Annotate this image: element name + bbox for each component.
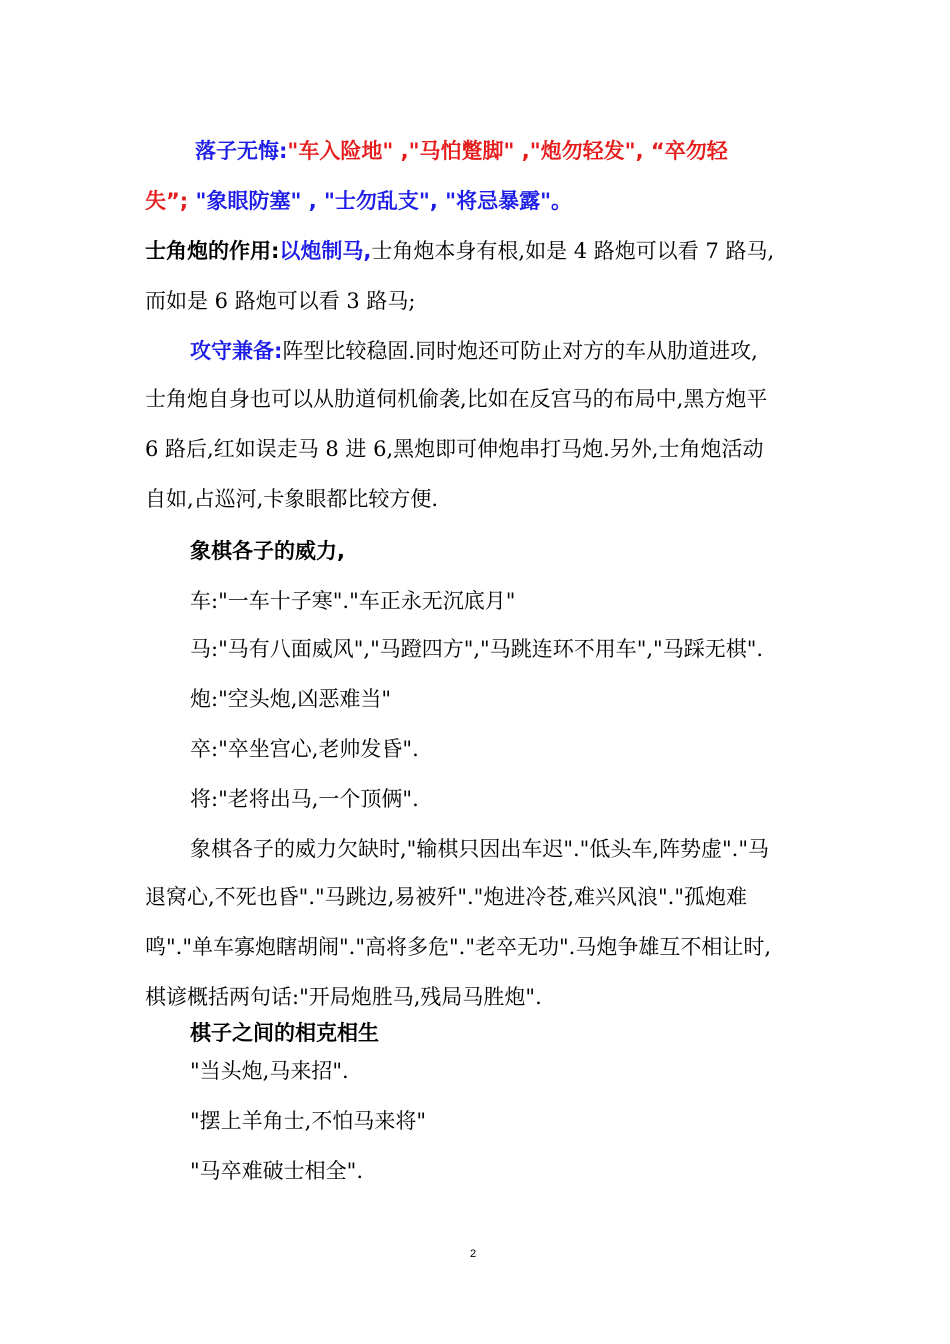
para1-line2-text: "象眼防塞" , "士勿乱支", "将忌暴露"。: [188, 189, 573, 213]
para3-line2: 士角炮自身也可以从肋道伺机偷袭,比如在反宫马的布局中,黑方炮平: [145, 387, 768, 411]
section1-heading: 象棋各子的威力,: [190, 539, 345, 563]
para2-line1: [145, 238, 774, 264]
section2-heading: 棋子之间的相克相生: [190, 1021, 379, 1045]
para3-label: 攻守兼备:: [190, 339, 283, 363]
para1-line1: [195, 138, 728, 164]
section1-weak-line4: 棋谚概括两句话:"开局炮胜马,残局马胜炮".: [145, 985, 542, 1009]
para3-line1: [190, 338, 758, 364]
section1-weak-line2: 退窝心,不死也昏"."马跳边,易被歼"."炮进冷苍,难兴风浪"."孤炮难: [145, 885, 748, 909]
section2-item-3: "马卒难破士相全".: [190, 1159, 363, 1183]
section1-item-zu: 卒:"卒坐宫心,老帅发昏".: [190, 737, 419, 761]
section2-item-1: "当头炮,马来招".: [190, 1059, 349, 1083]
para1-line1-tail: “卒勿轻: [650, 139, 728, 163]
section1-item-ma: 马:"马有八面威风","马蹬四方","马跳连环不用车","马踩无棋".: [190, 637, 764, 661]
para2-line1-text: 士角炮本身有根,如是 4 路炮可以看 7 路马,: [371, 239, 775, 263]
para2-line2: 而如是 6 路炮可以看 3 路马;: [145, 289, 416, 313]
para3-line1-text: 阵型比较稳固.同时炮还可防止对方的车从肋道进攻,: [282, 339, 758, 363]
para2-label: 士角炮的作用:: [145, 239, 280, 263]
section1-item-pao: 炮:"空头炮,凶恶难当": [190, 687, 392, 711]
section2-item-2: "摆上羊角士,不怕马来将": [190, 1109, 426, 1133]
section1-weak-line3: 鸣"."单车寡炮瞎胡闹"."高将多危"."老卒无功".马炮争雄互不相让时,: [145, 935, 771, 959]
para1-label: 落子无悔:: [195, 139, 288, 163]
para1-line2-head: 失”;: [145, 189, 189, 213]
para2-keyword: 以炮制马,: [279, 239, 372, 263]
section1-weak-line1: 象棋各子的威力欠缺时,"输棋只因出车迟"."低头车,阵势虚"."马: [190, 837, 769, 861]
para3-line3: 6 路后,红如误走马 8 进 6,黑炮即可伸炮串打马炮.另外,士角炮活动: [145, 437, 764, 461]
para1-line1-text: "车入险地" ,"马怕蹩脚" ,"炮勿轻发",: [287, 139, 644, 163]
para3-line4: 自如,占巡河,卡象眼都比较方便.: [145, 487, 439, 511]
page-number: 2: [470, 1248, 477, 1260]
section1-item-jiang: 将:"老将出马,一个顶俩".: [190, 787, 419, 811]
section1-item-che: 车:"一车十子寒"."车正永无沉底月": [190, 589, 516, 613]
para1-line2: [145, 188, 572, 214]
